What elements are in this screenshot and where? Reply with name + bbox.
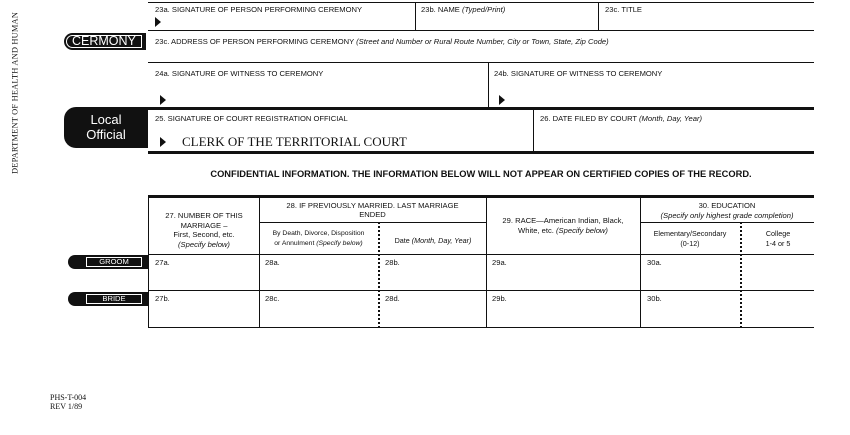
col-30-subheader-rule (640, 222, 814, 223)
field-23c-title-label: 23c. TITLE (605, 5, 643, 14)
rule-25-bottom (148, 151, 814, 154)
rule-24 (148, 62, 814, 63)
field-25-arrow-icon (160, 137, 166, 147)
header-28: 28. IF PREVIOUSLY MARRIED. LAST MARRIAGE ENDED (286, 201, 459, 219)
header-bottom-rule (148, 254, 814, 255)
groom-tab: GROOM (68, 255, 148, 269)
cell-30b[interactable]: 30b. (647, 294, 662, 303)
col-28-29-divider (486, 195, 487, 328)
field-26-label: 26. DATE FILED BY COURT (Month, Day, Year) (540, 114, 703, 123)
cell-28d[interactable]: 28d. (385, 294, 400, 303)
cell-27b[interactable]: 27b. (155, 294, 170, 303)
divider-23a-23b (415, 2, 416, 30)
field-25-label: 25. SIGNATURE OF COURT REGISTRATION OFFICIAL (155, 114, 348, 123)
confidential-notice: CONFIDENTIAL INFORMATION. THE INFORMATION BELOW WILL NOT APPEAR ON CERTIFIED COPIES OF THE RECORD. (210, 169, 752, 179)
cell-29a[interactable]: 29a. (492, 258, 507, 267)
local-official-tab: Local Official (64, 107, 148, 148)
cell-30a[interactable]: 30a. (647, 258, 662, 267)
cell-28b[interactable]: 28b. (385, 258, 400, 267)
col-28-subheader-rule (259, 222, 486, 223)
header-27: 27. NUMBER OF THIS MARRIAGE – First, Second, etc. (Specify below) (165, 211, 243, 249)
field-24b-label: 24b. SIGNATURE OF WITNESS TO CEREMONY (494, 69, 663, 78)
cell-29b[interactable]: 29b. (492, 294, 507, 303)
field-23a-arrow-icon (155, 17, 161, 27)
groom-row-bottom-rule (148, 290, 814, 291)
bride-tab: BRIDE (68, 292, 148, 306)
header-28b: Date (Month, Day, Year) (394, 236, 472, 245)
table-top-rule (148, 195, 814, 198)
header-30a: Elementary/Secondary (0-12) (653, 229, 727, 248)
divider-25-26 (533, 110, 534, 152)
divider-23b-23c (598, 2, 599, 30)
cell-28a[interactable]: 28a. (265, 258, 280, 267)
field-24a-label: 24a. SIGNATURE OF WITNESS TO CEREMONY (155, 69, 324, 78)
header-28a: By Death, Divorce, Disposition or Annulment (Specify below) (272, 230, 365, 247)
rule-25-heavy (148, 107, 814, 110)
form-number: PHS-T-004 REV 1/89 (50, 393, 87, 411)
field-23a-label: 23a. SIGNATURE OF PERSON PERFORMING CEREMONY (155, 5, 363, 14)
field-24b-arrow-icon (499, 95, 505, 105)
divider-24a-24b (488, 62, 489, 108)
field-23b-label: 23b. NAME (Typed/Print) (421, 5, 506, 14)
header-30b: College 1-4 or 5 (765, 229, 791, 248)
side-department-label: DEPARTMENT OF HEALTH AND HUMAN (10, 12, 20, 174)
cell-28c[interactable]: 28c. (265, 294, 280, 303)
cell-27a[interactable]: 27a. (155, 258, 170, 267)
rule-23c-address (148, 30, 814, 31)
bride-row-bottom-rule (148, 327, 814, 328)
field-24a-arrow-icon (160, 95, 166, 105)
field-23c-address-label: 23c. ADDRESS OF PERSON PERFORMING CEREMONY (Street and Number or Rural Route Number, City or Town, State, Zip Code) (155, 37, 609, 46)
header-30: 30. EDUCATION (Specify only highest grade completion) (660, 201, 794, 220)
field-25-value: CLERK OF THE TERRITORIAL COURT (182, 134, 407, 149)
header-29: 29. RACE—American Indian, Black, White, etc. (Specify below) (502, 216, 624, 235)
top-rule (148, 2, 814, 3)
ceremony-tab: CERMONY (64, 33, 146, 50)
